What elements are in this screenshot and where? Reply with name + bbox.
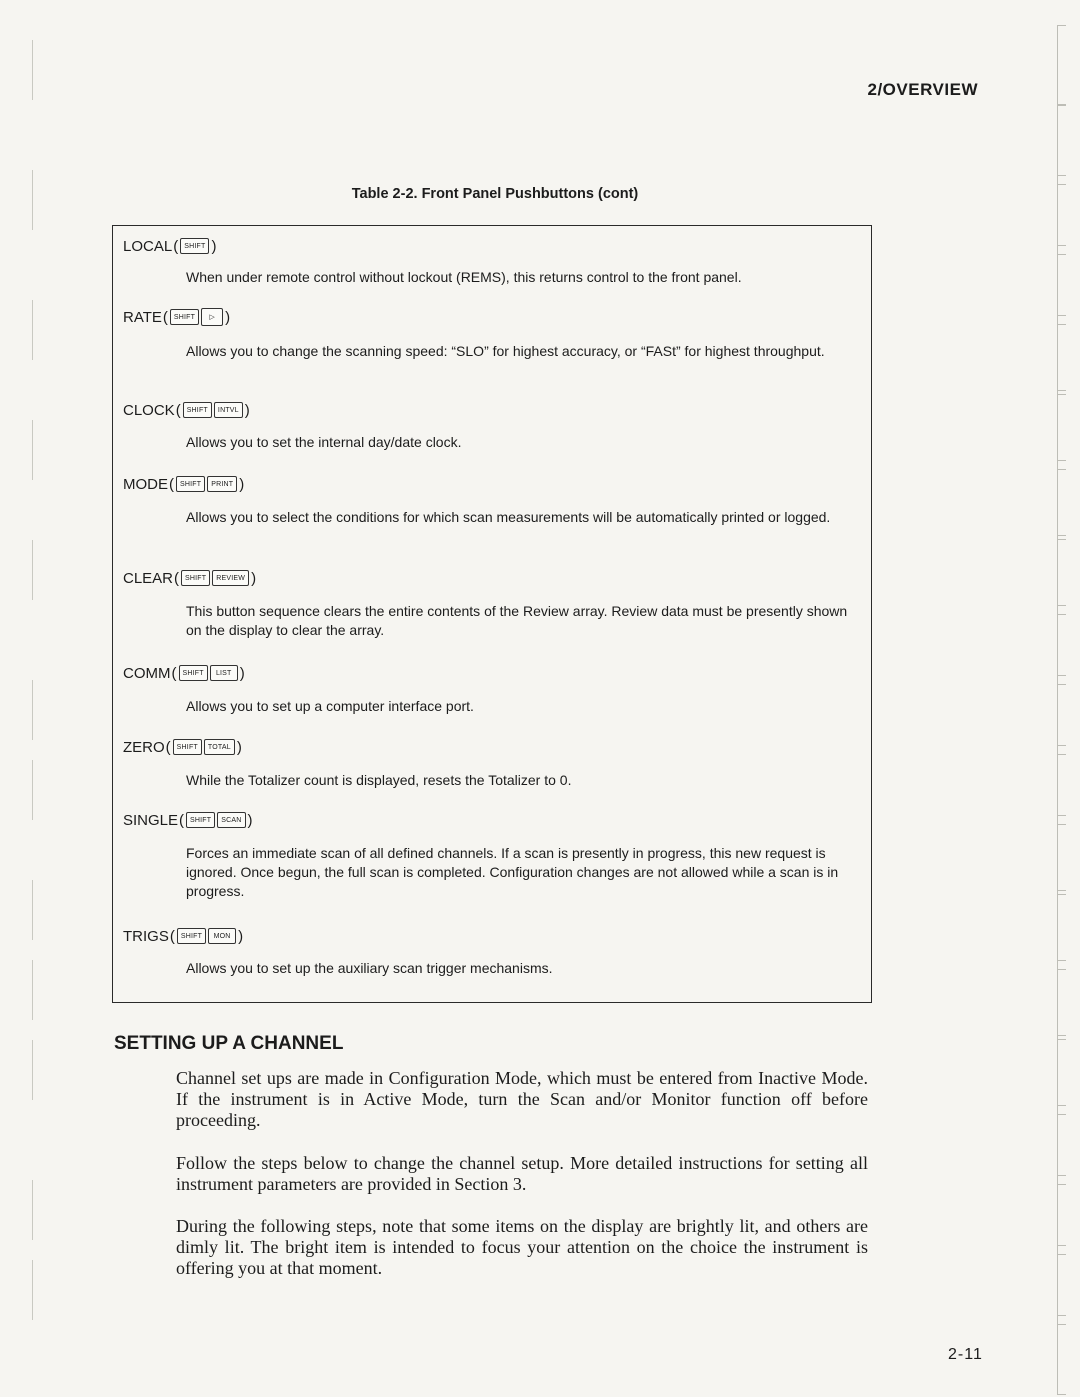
shift-key-icon: SHIFT xyxy=(170,309,199,325)
paragraph: During the following steps, note that some items on the display are brightly lit, and others are dimly lit. The bright item is intended to focus your attention on the choice the instrument is offering you at that moment. xyxy=(176,1216,868,1278)
shift-key-icon: SHIFT xyxy=(186,812,215,828)
entry-description: Allows you to set up the auxiliary scan trigger mechanisms. xyxy=(186,960,553,976)
shift-key-icon: SHIFT xyxy=(179,665,208,681)
entry-description: When under remote control without lockout (REMS), this returns control to the front panel. xyxy=(186,269,742,285)
section-header: 2/OVERVIEW xyxy=(867,80,978,99)
entry-description: Forces an immediate scan of all defined channels. If a scan is presently in progress, this new request is ignored. Once begun, the full scan is completed. Configuration changes are not allowed while a scan is in progress. xyxy=(186,845,839,899)
page-number: 2-11 xyxy=(948,1346,983,1363)
entry-name: CLOCK xyxy=(123,401,175,419)
intvl-key-icon: INTVL xyxy=(214,402,243,418)
shift-key-icon: SHIFT xyxy=(177,928,206,944)
table-title: Table 2-2. Front Panel Pushbuttons (cont) xyxy=(351,186,639,202)
total-key-icon: TOTAL xyxy=(204,739,235,755)
entry-name: ZERO xyxy=(123,738,165,756)
entry-description: This button sequence clears the entire contents of the Review array. Review data must be presently shown on the display to clear the array. xyxy=(186,603,848,638)
shift-key-icon: SHIFT xyxy=(181,570,210,586)
scan-key-icon: SCAN xyxy=(217,812,245,828)
binding-margin-marks xyxy=(1020,0,1080,1397)
entry-name: CLEAR xyxy=(123,569,174,587)
entry-name: COMM xyxy=(123,664,171,682)
entry-description: Allows you to change the scanning speed: “SLO” for highest accuracy, or “FASt” for highest throughput. xyxy=(186,343,825,359)
entry-name: LOCAL xyxy=(123,237,173,255)
review-key-icon: REVIEW xyxy=(212,570,249,586)
shift-key-icon: SHIFT xyxy=(183,402,212,418)
print-key-icon: PRINT xyxy=(207,476,237,492)
shift-key-icon: SHIFT xyxy=(173,739,202,755)
entry-description: Allows you to set the internal day/date clock. xyxy=(186,434,462,450)
left-margin-marks xyxy=(0,0,40,1397)
shift-key-icon: SHIFT xyxy=(176,476,205,492)
entry-name: TRIGS xyxy=(123,927,169,945)
list-key-icon: LIST xyxy=(210,665,238,681)
entry-description: Allows you to select the conditions for which scan measurements will be automatically printed or logged. xyxy=(186,509,831,525)
pushbuttons-table: LOCAL ( SHIFT ) When under remote control without lockout (REMS), this returns control to the front panel. RATE ( SHIFT ▷ ) Allows you to change the scanning speed: “SLO” for highest accuracy, or “FASt” for highest throughput. CLOCK ( SHIFT INTVL ) Allows you to set the internal day/date clock. MODE ( SHIFT PRINT ) Allows you to select the conditions for which scan measurements will be automatically printed or logged. CLEAR ( SHIFT REVIEW ) This button sequence clears the entire contents of the Review array. Review data must be presently shown on the display to clear the array. COMM ( SHIFT LIST ) Allows you to set up a computer interface port. ZERO ( SHIFT TOTAL ) While the Totalizer count is displayed, resets the Totalizer to 0. SINGLE ( SHIFT SCAN ) Forces an immediate scan of all defined channels. If a scan is presently in progress, this new request is ignored. Once begun, the full scan is completed. Configuration changes are not allowed while a scan is in progress. TRIGS ( SHIFT MON ) Allows you to set up the auxiliary scan trigger mechanisms. xyxy=(112,225,872,1003)
section-heading: SETTING UP A CHANNEL xyxy=(114,1033,344,1054)
entry-name: SINGLE xyxy=(123,811,179,829)
mon-key-icon: MON xyxy=(208,928,236,944)
entry-name: MODE xyxy=(123,475,168,493)
paragraph: Follow the steps below to change the channel setup. More detailed instructions for setting all instrument parameters are provided in Section 3. xyxy=(176,1153,868,1194)
right-arrow-key-icon: ▷ xyxy=(201,308,223,326)
entry-description: Allows you to set up a computer interface port. xyxy=(186,698,474,714)
entry-description: While the Totalizer count is displayed, resets the Totalizer to 0. xyxy=(186,772,572,788)
shift-key-icon: SHIFT xyxy=(180,238,209,254)
entry-name: RATE xyxy=(123,308,162,326)
paragraph: Channel set ups are made in Configuration Mode, which must be entered from Inactive Mode. If the instrument is in Active Mode, turn the Scan and/or Monitor function off before proceeding. xyxy=(176,1068,868,1130)
